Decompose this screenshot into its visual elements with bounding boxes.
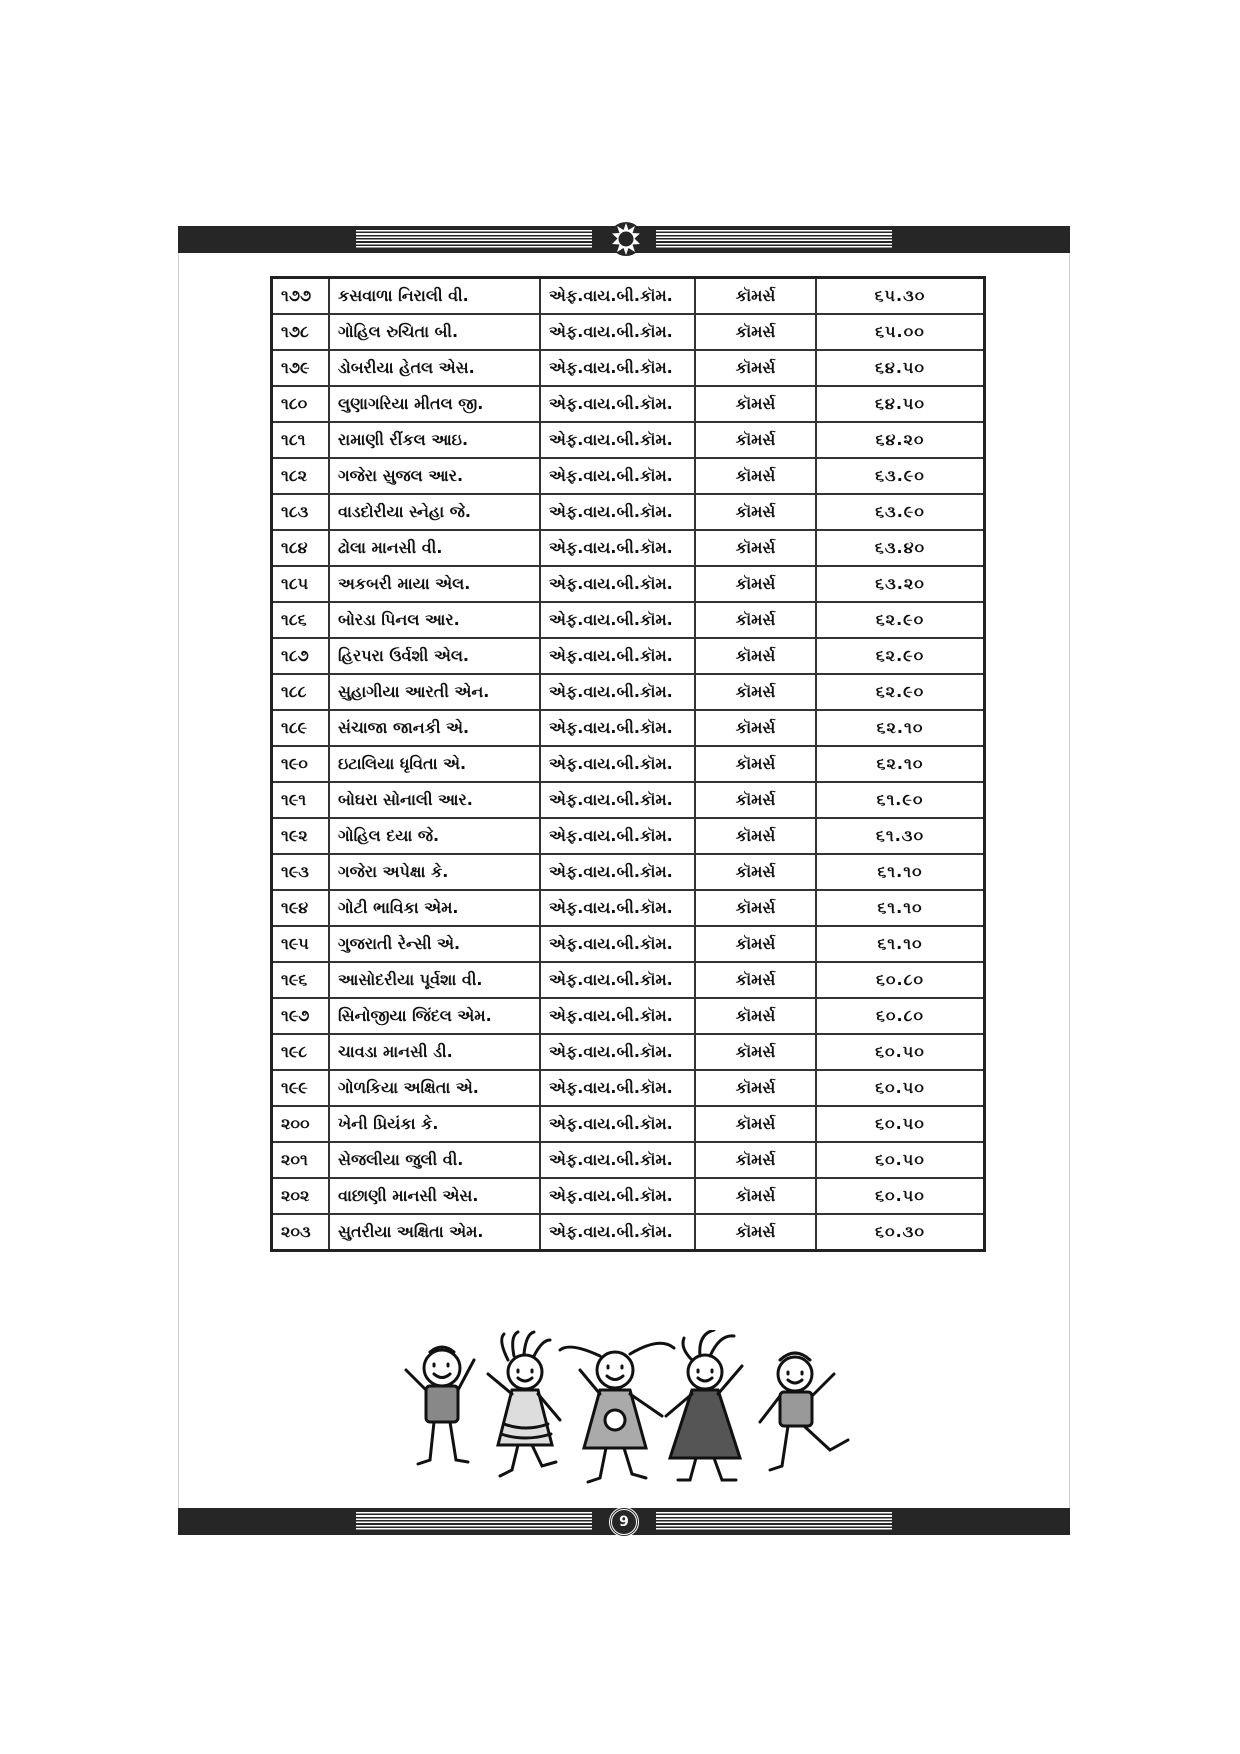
student-name-cell: અકબરી માયા એલ. — [329, 566, 540, 602]
course-cell: એફ.વાય.બી.કૉમ. — [540, 674, 695, 710]
footer-band — [178, 1508, 1070, 1535]
table-row — [272, 1034, 985, 1070]
footer-stripes-right — [656, 1512, 892, 1531]
student-name-cell: ગુજરાતી રેન્સી એ. — [329, 926, 540, 962]
course-cell: એફ.વાય.બી.કૉમ. — [540, 926, 695, 962]
table-row — [272, 1106, 985, 1142]
stream-cell: કૉમર્સ — [695, 1178, 816, 1214]
stream-cell: કૉમર્સ — [695, 710, 816, 746]
student-name-cell: સુતરીયા અક્ષિતા એમ. — [329, 1214, 540, 1251]
course-cell: એફ.વાય.બી.કૉમ. — [540, 1214, 695, 1251]
percentage-cell: ૬૨.૧૦ — [816, 710, 985, 746]
stream-cell: કૉમર્સ — [695, 782, 816, 818]
student-name-cell: ગજેરા સુજલ આર. — [329, 458, 540, 494]
serial-number-cell: ૧૯૫ — [272, 926, 330, 962]
serial-number-cell: ૧૭૯ — [272, 350, 330, 386]
percentage-cell: ૬૧.૧૦ — [816, 854, 985, 890]
table-row — [272, 386, 985, 422]
student-name-cell: આસોદરીયા પૂર્વશા વી. — [329, 962, 540, 998]
table-row — [272, 494, 985, 530]
course-cell: એફ.વાય.બી.કૉમ. — [540, 314, 695, 350]
serial-number-cell: ૧૮૭ — [272, 638, 330, 674]
dancing-kids-illustration — [400, 1330, 860, 1490]
stream-cell: કૉમર્સ — [695, 278, 816, 315]
course-cell: એફ.વાય.બી.કૉમ. — [540, 998, 695, 1034]
course-cell: એફ.વાય.બી.કૉમ. — [540, 530, 695, 566]
student-name-cell: બોરડા પિનલ આર. — [329, 602, 540, 638]
table-row — [272, 890, 985, 926]
course-cell: એફ.વાય.બી.કૉમ. — [540, 746, 695, 782]
percentage-cell: ૬૦.૫૦ — [816, 1178, 985, 1214]
course-cell: એફ.વાય.બી.કૉમ. — [540, 1142, 695, 1178]
stream-cell: કૉમર્સ — [695, 1070, 816, 1106]
table-row — [272, 710, 985, 746]
student-name-cell: ડોબરીયા હેતલ એસ. — [329, 350, 540, 386]
serial-number-cell: ૨૦૧ — [272, 1142, 330, 1178]
student-name-cell: ઇટાલિયા ધૃવિતા એ. — [329, 746, 540, 782]
serial-number-cell: ૧૯૩ — [272, 854, 330, 890]
student-name-cell: વાછાણી માનસી એસ. — [329, 1178, 540, 1214]
table-row — [272, 1214, 985, 1251]
student-name-cell: બોઘરા સોનાલી આર. — [329, 782, 540, 818]
course-cell: એફ.વાય.બી.કૉમ. — [540, 422, 695, 458]
percentage-cell: ૬૦.૫૦ — [816, 1142, 985, 1178]
header-stripes-left — [356, 230, 592, 249]
stream-cell: કૉમર્સ — [695, 998, 816, 1034]
serial-number-cell: ૧૯૧ — [272, 782, 330, 818]
serial-number-cell: ૨૦૦ — [272, 1106, 330, 1142]
course-cell: એફ.વાય.બી.કૉમ. — [540, 350, 695, 386]
table-row — [272, 1070, 985, 1106]
student-name-cell: ગોહિલ રુચિતા બી. — [329, 314, 540, 350]
percentage-cell: ૬૪.૫૦ — [816, 386, 985, 422]
serial-number-cell: ૧૯૦ — [272, 746, 330, 782]
percentage-cell: ૬૨.૯૦ — [816, 638, 985, 674]
course-cell: એફ.વાય.બી.કૉમ. — [540, 1106, 695, 1142]
student-results-table — [270, 276, 986, 1252]
serial-number-cell: ૨૦૩ — [272, 1214, 330, 1251]
header-stripes-right — [656, 230, 892, 249]
student-name-cell: ગોળકિયા અક્ષિતા એ. — [329, 1070, 540, 1106]
student-name-cell: ચાવડા માનસી ડી. — [329, 1034, 540, 1070]
stream-cell: કૉમર્સ — [695, 458, 816, 494]
percentage-cell: ૬૨.૯૦ — [816, 602, 985, 638]
student-name-cell: સંચાજા જાનકી એ. — [329, 710, 540, 746]
course-cell: એફ.વાય.બી.કૉમ. — [540, 602, 695, 638]
table-row — [272, 314, 985, 350]
stream-cell: કૉમર્સ — [695, 314, 816, 350]
course-cell: એફ.વાય.બી.કૉમ. — [540, 1034, 695, 1070]
header-band — [178, 226, 1070, 253]
serial-number-cell: ૨૦૨ — [272, 1178, 330, 1214]
course-cell: એફ.વાય.બી.કૉમ. — [540, 962, 695, 998]
table-row — [272, 530, 985, 566]
percentage-cell: ૬૦.૫૦ — [816, 1070, 985, 1106]
percentage-cell: ૬૨.૯૦ — [816, 674, 985, 710]
student-name-cell: કસવાળા નિરાલી વી. — [329, 278, 540, 315]
percentage-cell: ૬૩.૨૦ — [816, 566, 985, 602]
serial-number-cell: ૧૯૪ — [272, 890, 330, 926]
serial-number-cell: ૧૯૨ — [272, 818, 330, 854]
student-name-cell: લુણાગરિયા મીતલ જી. — [329, 386, 540, 422]
table-row — [272, 638, 985, 674]
student-name-cell: સિનોજીયા જિંદલ એમ. — [329, 998, 540, 1034]
student-name-cell: રામાણી રીંકલ આઇ. — [329, 422, 540, 458]
percentage-cell: ૬૩.૯૦ — [816, 458, 985, 494]
serial-number-cell: ૧૯૭ — [272, 998, 330, 1034]
course-cell: એફ.વાય.બી.કૉમ. — [540, 710, 695, 746]
table-row — [272, 278, 985, 315]
table-row — [272, 818, 985, 854]
percentage-cell: ૬૧.૧૦ — [816, 926, 985, 962]
course-cell: એફ.વાય.બી.કૉમ. — [540, 278, 695, 315]
stream-cell: કૉમર્સ — [695, 746, 816, 782]
sun-ornament-icon — [608, 221, 644, 257]
footer-stripes-left — [356, 1512, 592, 1531]
stream-cell: કૉમર્સ — [695, 1142, 816, 1178]
student-name-cell: વાડદોરીયા સ્નેહા જે. — [329, 494, 540, 530]
course-cell: એફ.વાય.બી.કૉમ. — [540, 818, 695, 854]
course-cell: એફ.વાય.બી.કૉમ. — [540, 458, 695, 494]
stream-cell: કૉમર્સ — [695, 602, 816, 638]
table-row — [272, 422, 985, 458]
stream-cell: કૉમર્સ — [695, 1106, 816, 1142]
percentage-cell: ૬૩.૪૦ — [816, 530, 985, 566]
stream-cell: કૉમર્સ — [695, 350, 816, 386]
stream-cell: કૉમર્સ — [695, 638, 816, 674]
percentage-cell: ૬૪.૨૦ — [816, 422, 985, 458]
stream-cell: કૉમર્સ — [695, 1214, 816, 1251]
course-cell: એફ.વાય.બી.કૉમ. — [540, 386, 695, 422]
student-name-cell: હિરપરા ઉર્વશી એલ. — [329, 638, 540, 674]
student-name-cell: ગોહિલ દયા જે. — [329, 818, 540, 854]
student-name-cell: ખેની પ્રિયંકા કે. — [329, 1106, 540, 1142]
table-row — [272, 998, 985, 1034]
serial-number-cell: ૧૯૬ — [272, 962, 330, 998]
student-name-cell: ગોટી ભાવિકા એમ. — [329, 890, 540, 926]
percentage-cell: ૬૦.૫૦ — [816, 1106, 985, 1142]
course-cell: એફ.વાય.બી.કૉમ. — [540, 1178, 695, 1214]
table-row — [272, 782, 985, 818]
stream-cell: કૉમર્સ — [695, 818, 816, 854]
course-cell: એફ.વાય.બી.કૉમ. — [540, 1070, 695, 1106]
percentage-cell: ૬૫.૦૦ — [816, 314, 985, 350]
serial-number-cell: ૧૮૨ — [272, 458, 330, 494]
stream-cell: કૉમર્સ — [695, 674, 816, 710]
serial-number-cell: ૧૮૬ — [272, 602, 330, 638]
percentage-cell: ૬૧.૩૦ — [816, 818, 985, 854]
table-row — [272, 962, 985, 998]
serial-number-cell: ૧૯૯ — [272, 1070, 330, 1106]
student-name-cell: ગજેરા અપેક્ષા કે. — [329, 854, 540, 890]
table-row — [272, 926, 985, 962]
student-name-cell: સેજલીયા જુલી વી. — [329, 1142, 540, 1178]
table-row — [272, 350, 985, 386]
percentage-cell: ૬૦.૮૦ — [816, 998, 985, 1034]
page-number: 9 — [609, 1507, 639, 1537]
course-cell: એફ.વાય.બી.કૉમ. — [540, 494, 695, 530]
student-name-cell: સુહાગીયા આરતી એન. — [329, 674, 540, 710]
percentage-cell: ૬૧.૧૦ — [816, 890, 985, 926]
course-cell: એફ.વાય.બી.કૉમ. — [540, 638, 695, 674]
stream-cell: કૉમર્સ — [695, 854, 816, 890]
percentage-cell: ૬૪.૫૦ — [816, 350, 985, 386]
percentage-cell: ૬૧.૯૦ — [816, 782, 985, 818]
percentage-cell: ૬૦.૮૦ — [816, 962, 985, 998]
table-row — [272, 746, 985, 782]
percentage-cell: ૬૦.૩૦ — [816, 1214, 985, 1251]
table-row — [272, 1178, 985, 1214]
stream-cell: કૉમર્સ — [695, 494, 816, 530]
percentage-cell: ૬૫.૩૦ — [816, 278, 985, 315]
course-cell: એફ.વાય.બી.કૉમ. — [540, 782, 695, 818]
serial-number-cell: ૧૮૧ — [272, 422, 330, 458]
serial-number-cell: ૧૮૩ — [272, 494, 330, 530]
serial-number-cell: ૧૯૮ — [272, 1034, 330, 1070]
stream-cell: કૉમર્સ — [695, 890, 816, 926]
stream-cell: કૉમર્સ — [695, 530, 816, 566]
table-row — [272, 854, 985, 890]
stream-cell: કૉમર્સ — [695, 962, 816, 998]
stream-cell: કૉમર્સ — [695, 422, 816, 458]
percentage-cell: ૬૦.૫૦ — [816, 1034, 985, 1070]
table-row — [272, 602, 985, 638]
percentage-cell: ૬૩.૯૦ — [816, 494, 985, 530]
course-cell: એફ.વાય.બી.કૉમ. — [540, 566, 695, 602]
serial-number-cell: ૧૮૮ — [272, 674, 330, 710]
student-name-cell: ઢોલા માનસી વી. — [329, 530, 540, 566]
serial-number-cell: ૧૭૭ — [272, 278, 330, 315]
serial-number-cell: ૧૮૯ — [272, 710, 330, 746]
stream-cell: કૉમર્સ — [695, 386, 816, 422]
percentage-cell: ૬૨.૧૦ — [816, 746, 985, 782]
serial-number-cell: ૧૮૫ — [272, 566, 330, 602]
course-cell: એફ.વાય.બી.કૉમ. — [540, 854, 695, 890]
table-row — [272, 674, 985, 710]
serial-number-cell: ૧૮૪ — [272, 530, 330, 566]
table-row — [272, 566, 985, 602]
table-row — [272, 1142, 985, 1178]
stream-cell: કૉમર્સ — [695, 926, 816, 962]
serial-number-cell: ૧૮૦ — [272, 386, 330, 422]
serial-number-cell: ૧૭૮ — [272, 314, 330, 350]
table-row — [272, 458, 985, 494]
course-cell: એફ.વાય.બી.કૉમ. — [540, 890, 695, 926]
stream-cell: કૉમર્સ — [695, 1034, 816, 1070]
stream-cell: કૉમર્સ — [695, 566, 816, 602]
